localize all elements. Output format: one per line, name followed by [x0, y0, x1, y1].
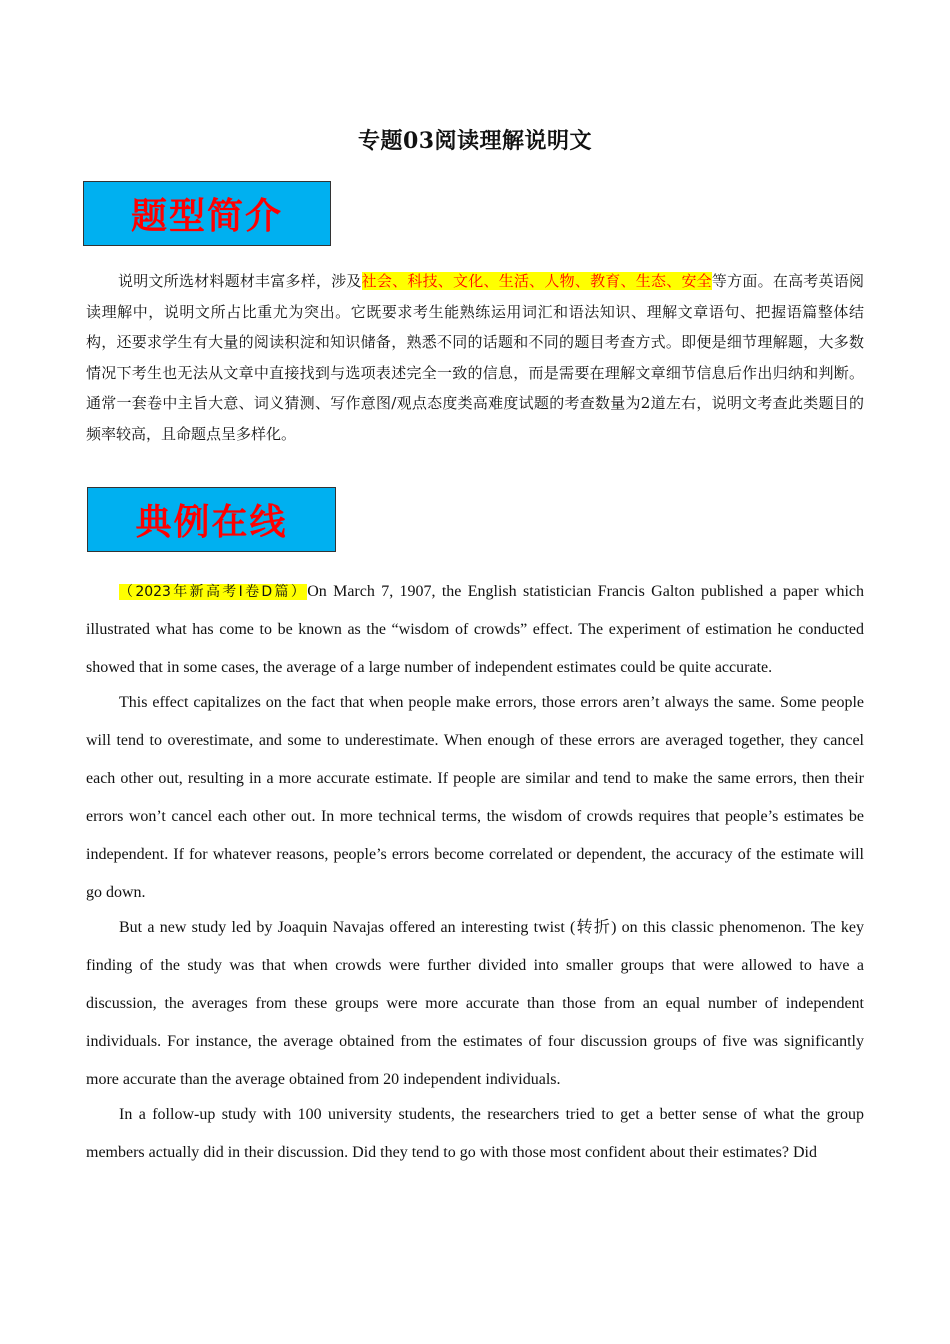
reading-passage	[86, 573, 864, 1172]
section-header-intro	[83, 181, 331, 246]
passage-paragraph-1	[86, 573, 864, 687]
section-header-example-label: 典例在线	[135, 502, 288, 543]
source-tag: （2023年新高考I卷D篇）	[119, 584, 308, 600]
section-header-example	[87, 487, 336, 552]
intro-text-before: 说明文所选材料题材丰富多样，涉及	[118, 272, 362, 290]
intro-paragraph	[86, 266, 864, 449]
passage-paragraph-3: But a new study led by Joaquin Navajas offered an interesting twist (转折) on this classic phenomenon. The key finding of the study was that when crowds were further divided into smaller groups that were allowed to have a discussion, the averages from these groups were more accurate than those from an equal number of independent individuals. For instance, the average obtained from the estimates of four discussion groups of five was significantly more accurate than the average obtained from 20 independent individuals.	[86, 919, 864, 1088]
section-header-intro-label: 题型简介	[130, 196, 283, 237]
page-title: 专题03阅读理解说明文	[357, 128, 593, 154]
passage-paragraph-4: In a follow-up study with 100 university students, the researchers tried to get a better sense of what the group members actually did in their discussion. Did they tend to go with those most confident about their estimates? Did	[86, 1106, 864, 1161]
passage-paragraph-2: This effect capitalizes on the fact that when people make errors, those errors aren’t always the same. Some people will tend to overestimate, and some to underestimate. When enough of these errors are averaged together, they cancel each other out, resulting in a more accurate estimate. If people are similar and tend to make the same errors, then their errors won’t cancel each other out. In more technical terms, the wisdom of crowds requires that people’s estimates be independent. If for whatever reasons, people’s errors become correlated or dependent, the accuracy of the estimate will go down.	[86, 694, 864, 901]
intro-topic-highlight: 社会、科技、文化、生活、人物、教育、生态、安全	[361, 272, 712, 290]
passage-paragraph-1-text: On March 7, 1907, the English statistician Francis Galton published a paper which illustrated what has come to be known as the “wisdom of crowds” effect. The experiment of estimation he conducted showed that in some cases, the average of a large number of independent estimates could be quite accurate.	[86, 583, 865, 676]
intro-text-after: 等方面。在高考英语阅读理解中，说明文所占比重尤为突出。它既要求考生能熟练运用词汇和语法知识、理解文章语句、把握语篇整体结构，还要求学生有大量的阅读积淀和知识储备，熟悉不同的话题和不同的题目考查方式。即便是细节理解题，大多数情况下考生也无法从文章中直接找到与选项表述完全一致的信息，而是需要在理解文章细节信息后作出归纳和判断。通常一套卷中主旨大意、词义猜测、写作意图/观点态度类高难度试题的考查数量为2道左右，说明文考查此类题目的频率较高，且命题点呈多样化。	[86, 272, 864, 443]
